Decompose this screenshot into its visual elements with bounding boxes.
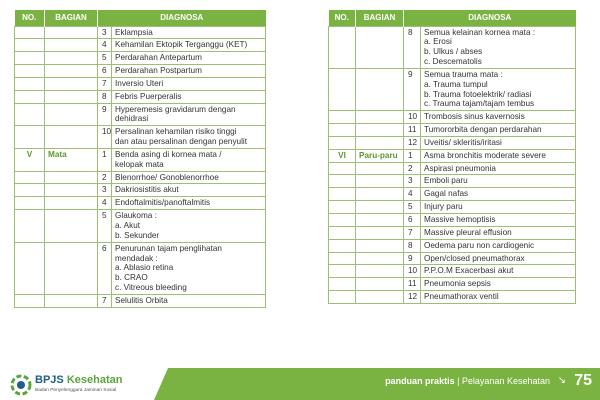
item-number-cell: 4 (404, 188, 421, 201)
diagnosis-cell (112, 148, 266, 171)
diagnosis-cell (112, 294, 266, 307)
table-row (329, 214, 576, 227)
diagnosis-line: Perdarahan Postpartum (115, 66, 202, 76)
section-name-cell (356, 252, 404, 265)
table-row (15, 148, 266, 171)
diagnosis-cell (112, 242, 266, 294)
section-name-cell (356, 175, 404, 188)
section-number-cell (329, 188, 356, 201)
diagnosis-cell (421, 111, 576, 124)
section-number-cell (329, 162, 356, 175)
footer-guide-text: panduan praktis | Pelayanan Kesehatan (385, 376, 550, 386)
table-row (329, 252, 576, 265)
table-row (329, 188, 576, 201)
table-row (329, 124, 576, 137)
diagnosis-cell (112, 171, 266, 184)
diagnosis-line: Injury paru (424, 202, 463, 212)
item-number-cell: 3 (98, 184, 112, 197)
diagnosis-cell (112, 197, 266, 210)
item-number-cell: 9 (404, 68, 421, 110)
item-number-cell: 6 (404, 214, 421, 227)
diagnosis-line: Open/closed pneumathorax (424, 253, 525, 263)
section-number-cell (15, 210, 45, 243)
diagnosis-line: Tumororbita dengan perdarahan (424, 125, 542, 135)
diagnosis-cell (421, 226, 576, 239)
diagnosis-cell (112, 77, 266, 90)
diagnosis-line: b. Sekunder (115, 230, 160, 240)
table-row (15, 26, 266, 39)
diagnosis-line: kelopak mata (115, 159, 164, 169)
diagnosis-line: dan atau persalinan dengan penyulit (115, 137, 248, 147)
section-number-cell (15, 242, 45, 294)
item-number-cell: 10 (404, 111, 421, 124)
table-row (329, 26, 576, 68)
item-number-cell: 8 (404, 26, 421, 68)
diagnosis-cell (421, 239, 576, 252)
section-name-cell (356, 265, 404, 278)
section-name-cell (356, 214, 404, 227)
diagnosis-line: Trombosis sinus kavernosis (424, 112, 525, 122)
section-name-cell (356, 124, 404, 137)
header-diagnosa: DIAGNOSA (404, 10, 576, 26)
diagnosis-cell (421, 201, 576, 214)
section-number-cell (15, 197, 45, 210)
brand-name: BPJS Kesehatan (35, 374, 123, 386)
diagnosis-cell (421, 68, 576, 110)
header-no: NO. (15, 10, 45, 26)
item-number-cell: 9 (98, 103, 112, 126)
table-row (15, 126, 266, 149)
diagnosis-line: Semua kelainan kornea mata : (424, 27, 536, 37)
item-number-cell: 8 (404, 239, 421, 252)
item-number-cell: 3 (98, 26, 112, 39)
section-number-cell (329, 124, 356, 137)
diagnosis-line: Febris Puerperalis (115, 91, 182, 101)
table-row (15, 171, 266, 184)
diagnosis-line: Asma bronchitis moderate severe (424, 150, 546, 160)
item-number-cell: 7 (98, 294, 112, 307)
section-number-cell (15, 294, 45, 307)
section-number-cell (15, 39, 45, 52)
section-number-cell (329, 136, 356, 149)
diagnosis-line: Gagal nafas (424, 189, 469, 199)
diagnosis-cell (112, 103, 266, 126)
diagnosis-cell (421, 291, 576, 304)
section-name-cell (45, 294, 98, 307)
item-number-cell: 5 (98, 52, 112, 65)
section-number-cell (15, 26, 45, 39)
item-number-cell: 9 (404, 252, 421, 265)
section-number-cell: V (15, 148, 45, 171)
table-row (15, 103, 266, 126)
section-name-cell (356, 291, 404, 304)
diagnosis-line: Emboli paru (424, 176, 468, 186)
item-number-cell: 4 (98, 197, 112, 210)
diagnosis-line: Endoftalmitis/panoftalmitis (115, 198, 211, 208)
diagnosis-line: Massive hemoptisis (424, 215, 496, 224)
diagnosis-cell (421, 278, 576, 291)
section-number-cell (15, 90, 45, 103)
item-number-cell: 6 (98, 65, 112, 78)
header-diagnosa: DIAGNOSA (98, 10, 266, 26)
diagnosis-line: b. Trauma fotoelektrik/ radiasi (424, 89, 532, 99)
diagnosis-cell (421, 149, 576, 162)
diagnosis-line: a. Erosi (424, 37, 452, 47)
table-header-row (15, 10, 266, 26)
section-number-cell (329, 226, 356, 239)
diagnosis-line: Penurunan tajam penglihatan (115, 243, 222, 253)
section-number-cell (329, 252, 356, 265)
diagnosis-line: Massive pleural effusion (424, 227, 512, 237)
table-row (329, 201, 576, 214)
section-name-cell (45, 171, 98, 184)
section-name-cell (45, 65, 98, 78)
diagnosis-line: Eklampsia (115, 27, 153, 37)
section-number-cell (15, 77, 45, 90)
diagnosis-cell (112, 26, 266, 39)
diagnosis-cell (421, 26, 576, 68)
diagnosis-cell (421, 124, 576, 137)
section-name-cell (45, 77, 98, 90)
section-name-cell (45, 210, 98, 243)
section-number-cell: VI (329, 149, 356, 162)
table-row (15, 39, 266, 52)
section-name-cell (356, 188, 404, 201)
diagnosis-line: Persalinan kehamilan risiko tinggi (115, 127, 237, 137)
diagnosis-line: Kehamilan Ektopik Terganggu (KET) (115, 40, 248, 50)
table-row (15, 90, 266, 103)
diagnosis-line: P.P.O.M Exacerbasi akut (424, 266, 514, 276)
item-number-cell: 10 (404, 265, 421, 278)
diagnosis-table-left (14, 10, 266, 308)
section-name-cell (45, 52, 98, 65)
table-row (329, 239, 576, 252)
item-number-cell: 4 (98, 39, 112, 52)
section-name-cell (356, 226, 404, 239)
section-number-cell (329, 278, 356, 291)
table-row (329, 278, 576, 291)
diagnosis-line: mendadak : (115, 253, 158, 263)
diagnosis-line: Semua trauma mata : (424, 69, 503, 79)
table-row (15, 184, 266, 197)
item-number-cell: 1 (98, 148, 112, 171)
header-bagian: BAGIAN (45, 10, 98, 26)
diagnosis-line: Uveitis/ skleritis/iritasi (424, 137, 502, 147)
diagnosis-table-right (328, 10, 576, 304)
diagnosis-line: c. Descematolis (424, 57, 482, 67)
diagnosis-line: Blenorrhoe/ Gonoblenorrhoe (115, 172, 219, 182)
diagnosis-line: Pneumonia sepsis (424, 279, 491, 289)
diagnosis-cell (421, 175, 576, 188)
item-number-cell: 2 (98, 171, 112, 184)
item-number-cell: 1 (404, 149, 421, 162)
item-number-cell: 12 (404, 136, 421, 149)
diagnosis-cell (112, 184, 266, 197)
item-number-cell: 8 (98, 90, 112, 103)
page-footer (0, 366, 600, 400)
section-name-cell (45, 184, 98, 197)
item-number-cell: 2 (404, 162, 421, 175)
section-number-cell (329, 111, 356, 124)
table-row (329, 226, 576, 239)
section-number-cell (329, 26, 356, 68)
item-number-cell: 5 (404, 201, 421, 214)
item-number-cell: 5 (98, 210, 112, 243)
section-number-cell (329, 201, 356, 214)
item-number-cell: 7 (98, 77, 112, 90)
table-row (15, 242, 266, 294)
table-row (329, 162, 576, 175)
diagnosis-line: dehidrasi (115, 114, 149, 124)
section-name-cell (45, 39, 98, 52)
diagnosis-line: Glaukoma : (115, 211, 157, 221)
section-name-cell (356, 111, 404, 124)
diagnosis-cell (421, 188, 576, 201)
diagnosis-cell (421, 214, 576, 227)
section-name-cell (45, 103, 98, 126)
diagnosis-line: b. Ulkus / abses (424, 47, 483, 57)
table-row (329, 265, 576, 278)
brand-subtitle: Badan Penyelenggara Jaminan Sosial (35, 388, 117, 393)
table-row (329, 136, 576, 149)
section-name-cell (45, 242, 98, 294)
table-row (15, 210, 266, 243)
diagnosis-line: Inversio Uteri (115, 78, 164, 88)
section-number-cell (329, 265, 356, 278)
table-row (15, 294, 266, 307)
section-number-cell (15, 126, 45, 149)
section-number-cell (15, 65, 45, 78)
diagnosis-line: Perdarahan Antepartum (115, 53, 202, 63)
section-number-cell (15, 52, 45, 65)
section-name-cell (356, 162, 404, 175)
diagnosis-line: a. Trauma tumpul (424, 79, 488, 89)
item-number-cell: 3 (404, 175, 421, 188)
section-name-cell (356, 136, 404, 149)
section-name-cell (356, 26, 404, 68)
diagnosis-cell (112, 65, 266, 78)
section-name-cell: Mata (45, 148, 98, 171)
table-row (329, 68, 576, 110)
diagnosis-line: c. Trauma tajam/tajam tembus (424, 99, 535, 109)
table-row (329, 149, 576, 162)
section-name-cell (45, 126, 98, 149)
diagnosis-cell (421, 252, 576, 265)
diagnosis-line: Oedema paru non cardiogenic (424, 240, 535, 250)
section-number-cell (329, 68, 356, 110)
diagnosis-cell (421, 136, 576, 149)
diagnosis-cell (112, 126, 266, 149)
section-name-cell (356, 239, 404, 252)
bpjs-logo-icon (10, 374, 32, 396)
table-row (15, 52, 266, 65)
diagnosis-line: Pneumathorax ventil (424, 292, 499, 302)
diagnosis-cell (112, 90, 266, 103)
section-number-cell (329, 291, 356, 304)
table-row (15, 65, 266, 78)
diagnosis-line: Selulitis Orbita (115, 295, 168, 305)
section-name-cell (356, 201, 404, 214)
table-row (329, 111, 576, 124)
section-number-cell (15, 103, 45, 126)
diagnosis-cell (421, 265, 576, 278)
section-name-cell (45, 26, 98, 39)
diagnosis-line: Dakriosistitis akut (115, 185, 179, 195)
section-name-cell (45, 197, 98, 210)
diagnosis-line: Hyperemesis gravidarum dengan (115, 104, 236, 114)
header-bagian: BAGIAN (356, 10, 404, 26)
section-number-cell (15, 171, 45, 184)
section-name-cell (45, 90, 98, 103)
table-row (329, 175, 576, 188)
table-row (15, 197, 266, 210)
item-number-cell: 12 (404, 291, 421, 304)
diagnosis-line: a. Ablasio retina (115, 263, 174, 273)
section-number-cell (329, 175, 356, 188)
table-row (15, 77, 266, 90)
section-name-cell (356, 68, 404, 110)
item-number-cell: 11 (404, 124, 421, 137)
item-number-cell: 11 (404, 278, 421, 291)
section-number-cell (329, 239, 356, 252)
diagnosis-line: b. CRAO (115, 273, 148, 283)
item-number-cell: 7 (404, 226, 421, 239)
page-number: 75 (574, 372, 592, 389)
diagnosis-line: Aspirasi pneumonia (424, 163, 496, 173)
table-row (329, 291, 576, 304)
table-header-row (329, 10, 576, 26)
arrow-icon: ↘ (557, 375, 566, 386)
diagnosis-cell (112, 210, 266, 243)
diagnosis-cell (112, 52, 266, 65)
item-number-cell: 6 (98, 242, 112, 294)
section-name-cell (356, 278, 404, 291)
section-number-cell (15, 184, 45, 197)
diagnosis-line: Benda asing di kornea mata / (115, 149, 222, 159)
section-number-cell (329, 214, 356, 227)
item-number-cell: 10 (98, 126, 112, 149)
diagnosis-line: c. Vitreous bleeding (115, 283, 187, 293)
diagnosis-line: a. Akut (115, 221, 141, 230)
diagnosis-cell (112, 39, 266, 52)
diagnosis-cell (421, 162, 576, 175)
header-no: NO. (329, 10, 356, 26)
section-name-cell: Paru-paru (356, 149, 404, 162)
